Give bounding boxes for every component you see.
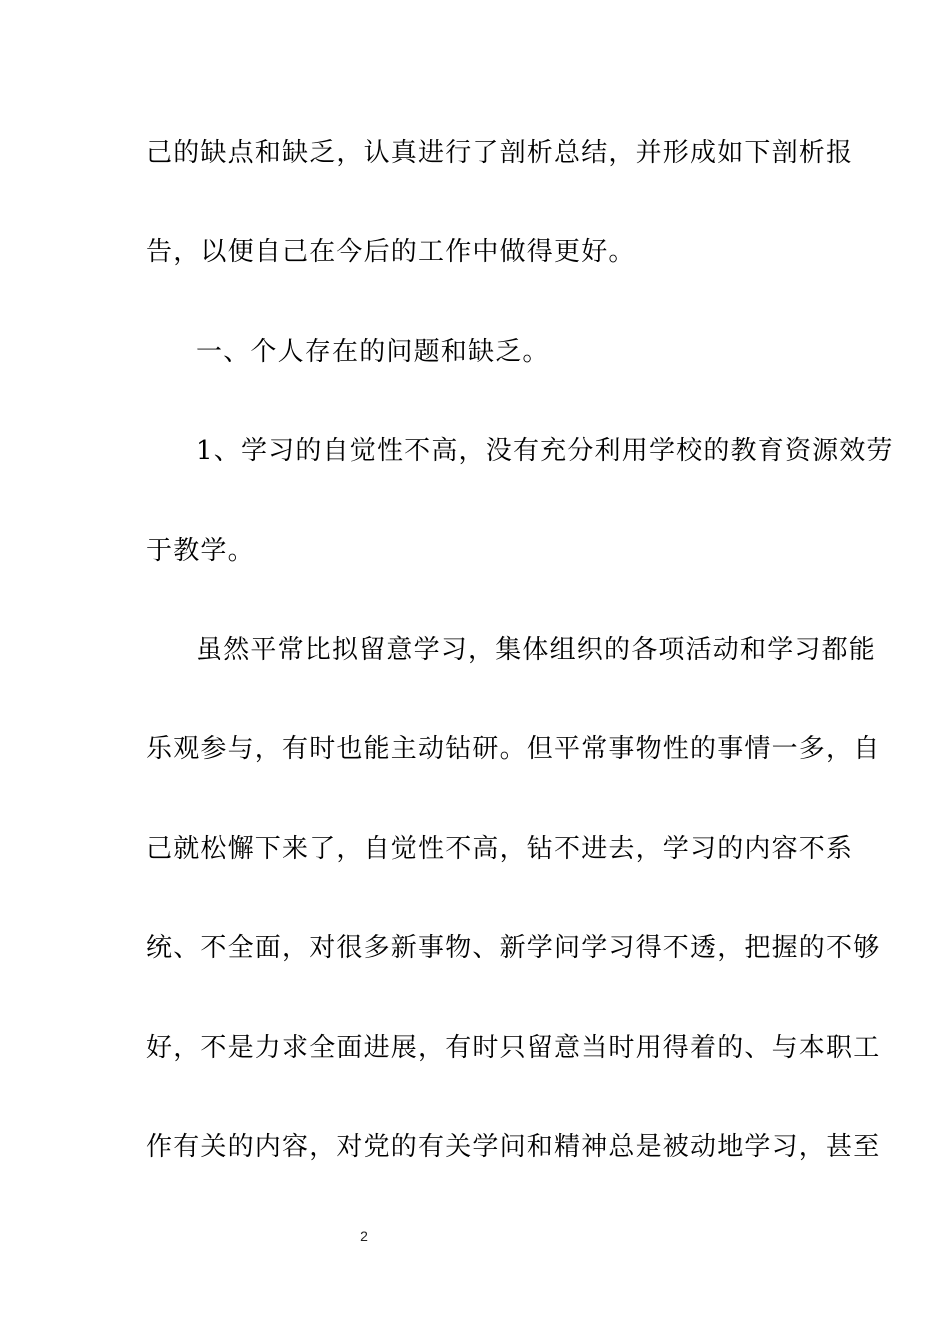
- text-line: 作有关的内容，对党的有关学问和精神总是被动地学习，甚至: [146, 1132, 881, 1162]
- list-item-heading: 1、学习的自觉性不高，没有充分利用学校的教育资源效劳: [196, 436, 894, 466]
- text-line: 告，以便自己在今后的工作中做得更好。: [146, 237, 636, 267]
- text-line: 于教学。: [146, 536, 255, 566]
- page-number: 2: [360, 1228, 368, 1244]
- text-line: 己的缺点和缺乏，认真进行了剖析总结，并形成如下剖析报: [146, 138, 854, 168]
- text-line: 统、不全面，对很多新事物、新学问学习得不透，把握的不够: [146, 933, 881, 963]
- text-line: 己就松懈下来了，自觉性不高，钻不进去，学习的内容不系: [146, 834, 854, 864]
- section-heading: 一、个人存在的问题和缺乏。: [196, 337, 550, 367]
- paragraph-start-line: 虽然平常比拟留意学习，集体组织的各项活动和学习都能: [196, 635, 877, 665]
- text-line: 好，不是力求全面进展，有时只留意当时用得着的、与本职工: [146, 1033, 881, 1063]
- text-line: 乐观参与，有时也能主动钻研。但平常事物性的事情一多，自: [146, 734, 881, 764]
